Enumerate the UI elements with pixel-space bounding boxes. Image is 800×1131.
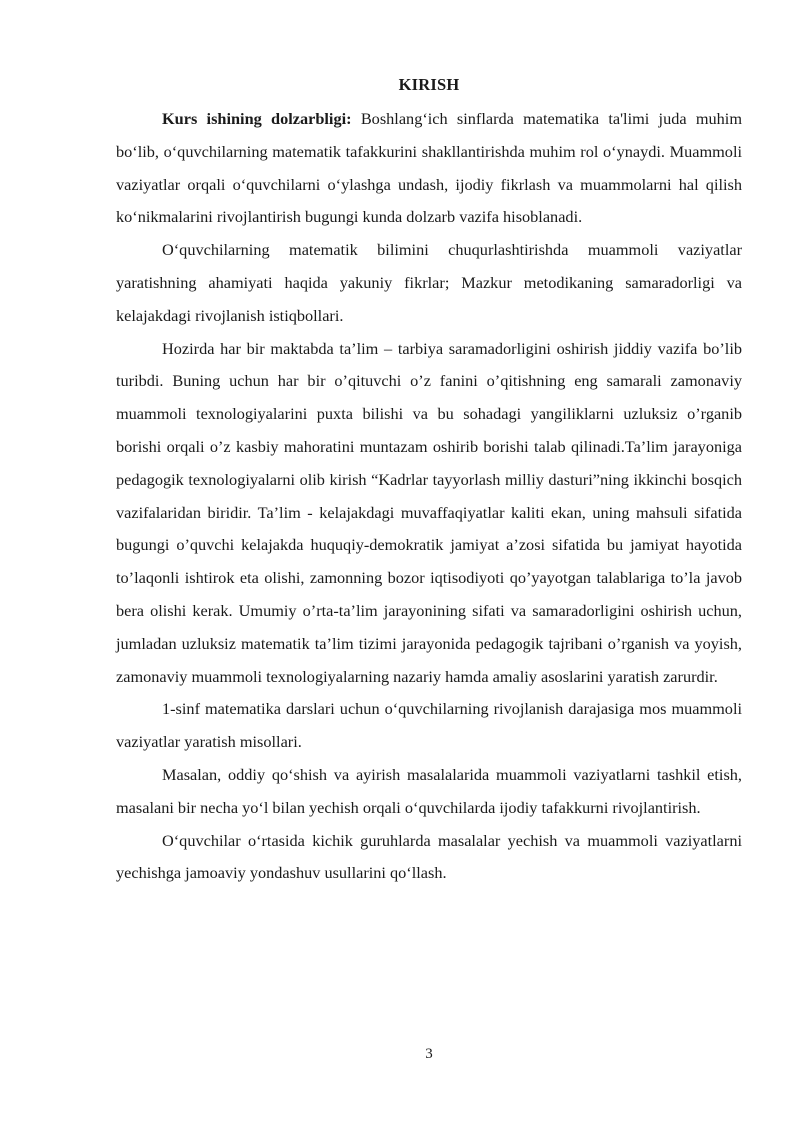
section-title: KIRISH [398,75,460,94]
page-number: 3 [425,1046,433,1062]
paragraph-4: 1-sinf matematika darslari uchun o‘quvchilarning rivojlanish darajasiga mos muammoli vaziyatlar yaratish misollari. [116,699,742,752]
paragraph-3: Hozirda har bir maktabda ta’lim – tarbiya saramadorligini oshirish jiddiy vazifa bo’lib turibdi. Buning uchun har bir o’qituvchi o’z fanini o’qitishning eng samarali zamonaviy muammoli texnologiyalarini puxta bilishi va bu sohadagi yangiliklarni uzluksiz o’rganib borishi orqali o’z kasbiy mahoratini muntazam oshirib borishi talab qilinadi.Ta’lim jarayoniga pedagogik texnologiyalarni olib kirish “Kadrlar tayyorlash milliy dasturi”ning ikkinchi bosqich vazifalaridan biridir. Ta’lim - kelajakdagi muvaffaqiyatlar kaliti ekan, uning mahsuli sifatida bugungi o’quvchi kelajakda huquqiy-demokratik jamiyat a’zosi sifatida bu jamiyat hayotida to’laqonli ishtirok eta olishi, zamonning bozor iqtisodiyoti qo’yayotgan talablariga to’la javob bera olishi kerak. Umumiy o’rta-ta’lim jarayonining sifati va samaradorligini oshirish uchun, jumladan uzluksiz matematik ta’lim tizimi jarayonida pedagogik tajribani o’rganish va yoyish, zamonaviy muammoli texnologiyalarning nazariy hamda amaliy asoslarini yaratish zarurdir. [116,338,742,686]
paragraph-5: Masalan, oddiy qo‘shish va ayirish masalalarida muammoli vaziyatlarni tashkil etish, masalani bir necha yo‘l bilan yechish orqali o‘quvchilarda ijodiy tafakkurni rivojlantirish. [116,764,742,817]
paragraph-lead: Kurs ishining dolzarbligi: [162,109,352,128]
paragraph-relevance [116,103,742,234]
page-content [116,73,742,890]
paragraph-text: Boshlang‘ich sinflarda matematika ta'limi juda muhim bo‘lib, o‘quvchilarning matematik tafakkurini shakllantirishda muhim rol o‘ynaydi. Muammoli vaziyatlar orqali o‘quvchilarni o‘ylashga undash, ijodiy fikrlash va muammolarni hal qilish ko‘nikmalarini rivojlantirish bugungi kunda dolzarb vazifa hisoblanadi. [116,109,742,227]
paragraph-2: O‘quvchilarning matematik bilimini chuqurlashtirishda muammoli vaziyatlar yaratishning ahamiyati haqida yakuniy fikrlar; Mazkur metodikaning samaradorligi va kelajakdagi rivojlanish istiqbollari. [116,240,742,325]
paragraph-6: O‘quvchilar o‘rtasida kichik guruhlarda masalalar yechish va muammoli vaziyatlarni yechishga jamoaviy yondashuv usullarini qo‘llash. [116,830,742,883]
